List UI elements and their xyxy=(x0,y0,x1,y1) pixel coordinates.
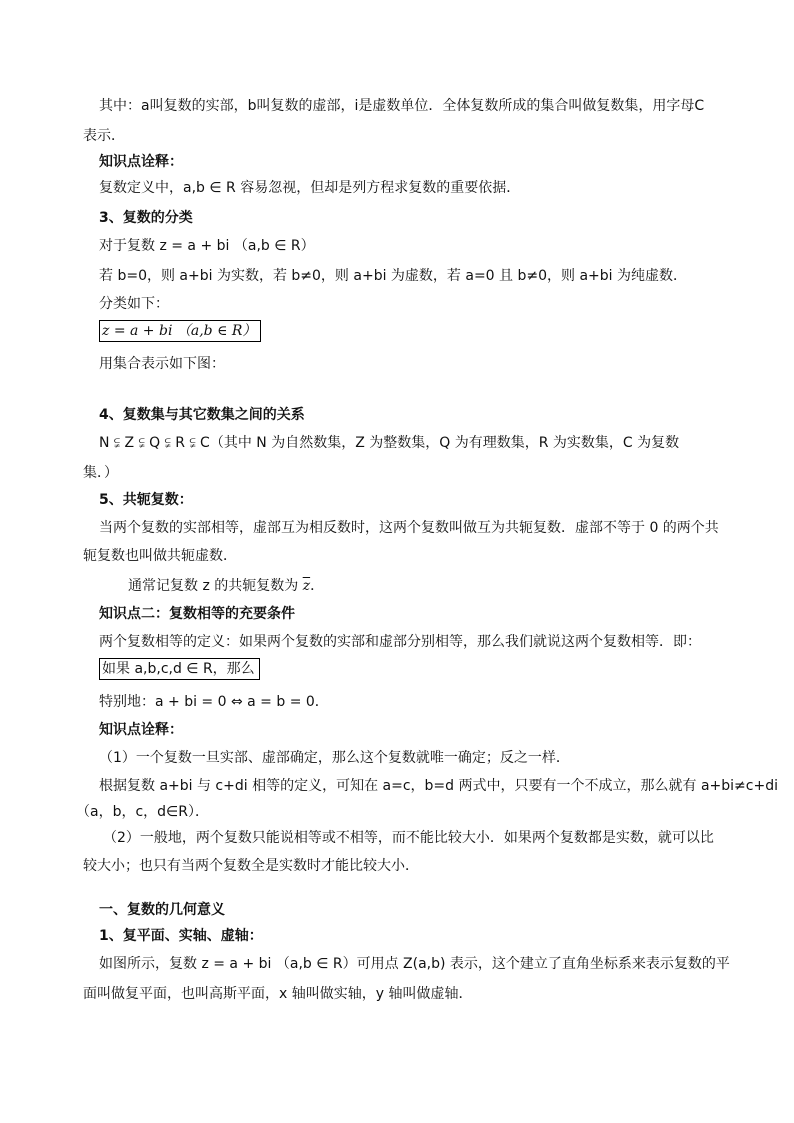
paragraph-equality-reasoning-line1: 根据复数 a+bi 与 c+di 相等的定义，可知在 a=c，b=d 两式中，只要有一个不成立，那么就有 a+bi≠c+di xyxy=(99,778,778,794)
heading-geometric-meaning: 一、复数的几何意义 xyxy=(99,902,225,918)
z-bar-symbol: $\overline{z}$ xyxy=(302,578,311,594)
paragraph-special-case: 特别地：a + bi = 0 ⇔ a = b = 0． xyxy=(99,694,329,710)
paragraph-conjugate-line2: 轭复数也叫做共轭虚数． xyxy=(83,548,237,564)
paragraph-equality-reasoning-line2: （a，b，c，d∈R）． xyxy=(76,804,209,820)
paragraph-conjugate-line1: 当两个复数的实部相等，虚部互为相反数时，这两个复数叫做互为共轭复数．虚部不等于 0 的两个共 xyxy=(99,520,719,536)
paragraph-classified-as: 分类如下： xyxy=(99,296,169,312)
paragraph-complex-plane-line1: 如图所示，复数 z = a + bi （a,b ∈ R）可用点 Z(a,b) 表示，这个建立了直角坐标系来表示复数的平 xyxy=(99,956,730,972)
paragraph-set-chain-line1: N ⫋ Z ⫋ Q ⫋ R ⫋ C（其中 N 为自然数集，Z 为整数集，Q 为有理数集，R 为实数集，C 为复数 xyxy=(99,435,680,451)
boxed-formula-classification xyxy=(99,320,261,342)
paragraph-note-1: （1）一个复数一旦实部、虚部确定，那么这个复数就唯一确定；反之一样． xyxy=(99,750,570,766)
heading-conjugate: 5、共轭复数： xyxy=(99,492,193,508)
conjugate-notation-text: 通常记复数 z 的共轭复数为 xyxy=(128,578,303,594)
classification-formula: z = a + bi （a,b ∈ R） xyxy=(99,320,261,342)
heading-complex-plane: 1、复平面、实轴、虚轴： xyxy=(99,928,263,944)
heading-knowledge-note-2: 知识点诠释： xyxy=(99,722,183,738)
paragraph-real-imaginary-cases: 若 b=0，则 a+bi 为实数，若 b≠0，则 a+bi 为虚数，若 a=0 且 b≠0，则 a+bi 为纯虚数． xyxy=(99,268,687,284)
heading-equality-condition: 知识点二：复数相等的充要条件 xyxy=(99,606,295,622)
conjugate-notation-end: ． xyxy=(310,578,325,594)
boxed-formula-equality xyxy=(99,658,260,680)
paragraph-complex-plane-line2: 面叫做复平面，也叫高斯平面，x 轴叫做实轴，y 轴叫做虚轴． xyxy=(83,986,473,1002)
paragraph-equality-definition: 两个复数相等的定义：如果两个复数的实部和虚部分别相等，那么我们就说这两个复数相等．即： xyxy=(99,634,701,650)
equality-condition-formula: 如果 a,b,c,d ∈ R，那么 xyxy=(99,658,260,680)
paragraph-set-diagram: 用集合表示如下图： xyxy=(99,356,225,372)
paragraph-note-2-line2: 较大小；也只有当两个复数全是实数时才能比较大小． xyxy=(83,858,419,874)
paragraph-note-2-line1: （2）一般地，两个复数只能说相等或不相等，而不能比较大小．如果两个复数都是实数，就可以比 xyxy=(103,830,714,846)
heading-set-relations: 4、复数集与其它数集之间的关系 xyxy=(99,407,305,423)
heading-classification: 3、复数的分类 xyxy=(99,210,193,226)
paragraph-definition-note: 复数定义中，a,b ∈ R 容易忽视，但却是列方程求复数的重要依据． xyxy=(99,180,521,196)
paragraph-set-chain-line2: 集．） xyxy=(83,465,118,481)
paragraph-complex-parts-line1: 其中：a叫复数的实部，b叫复数的虚部，i是虚数单位．全体复数所成的集合叫做复数集，用字母C xyxy=(99,98,705,114)
paragraph-complex-parts-line2: 表示． xyxy=(83,128,125,144)
paragraph-conjugate-notation xyxy=(128,576,324,596)
heading-knowledge-note-1: 知识点诠释： xyxy=(99,154,183,170)
paragraph-for-complex-z: 对于复数 z = a + bi （a,b ∈ R） xyxy=(99,238,315,254)
